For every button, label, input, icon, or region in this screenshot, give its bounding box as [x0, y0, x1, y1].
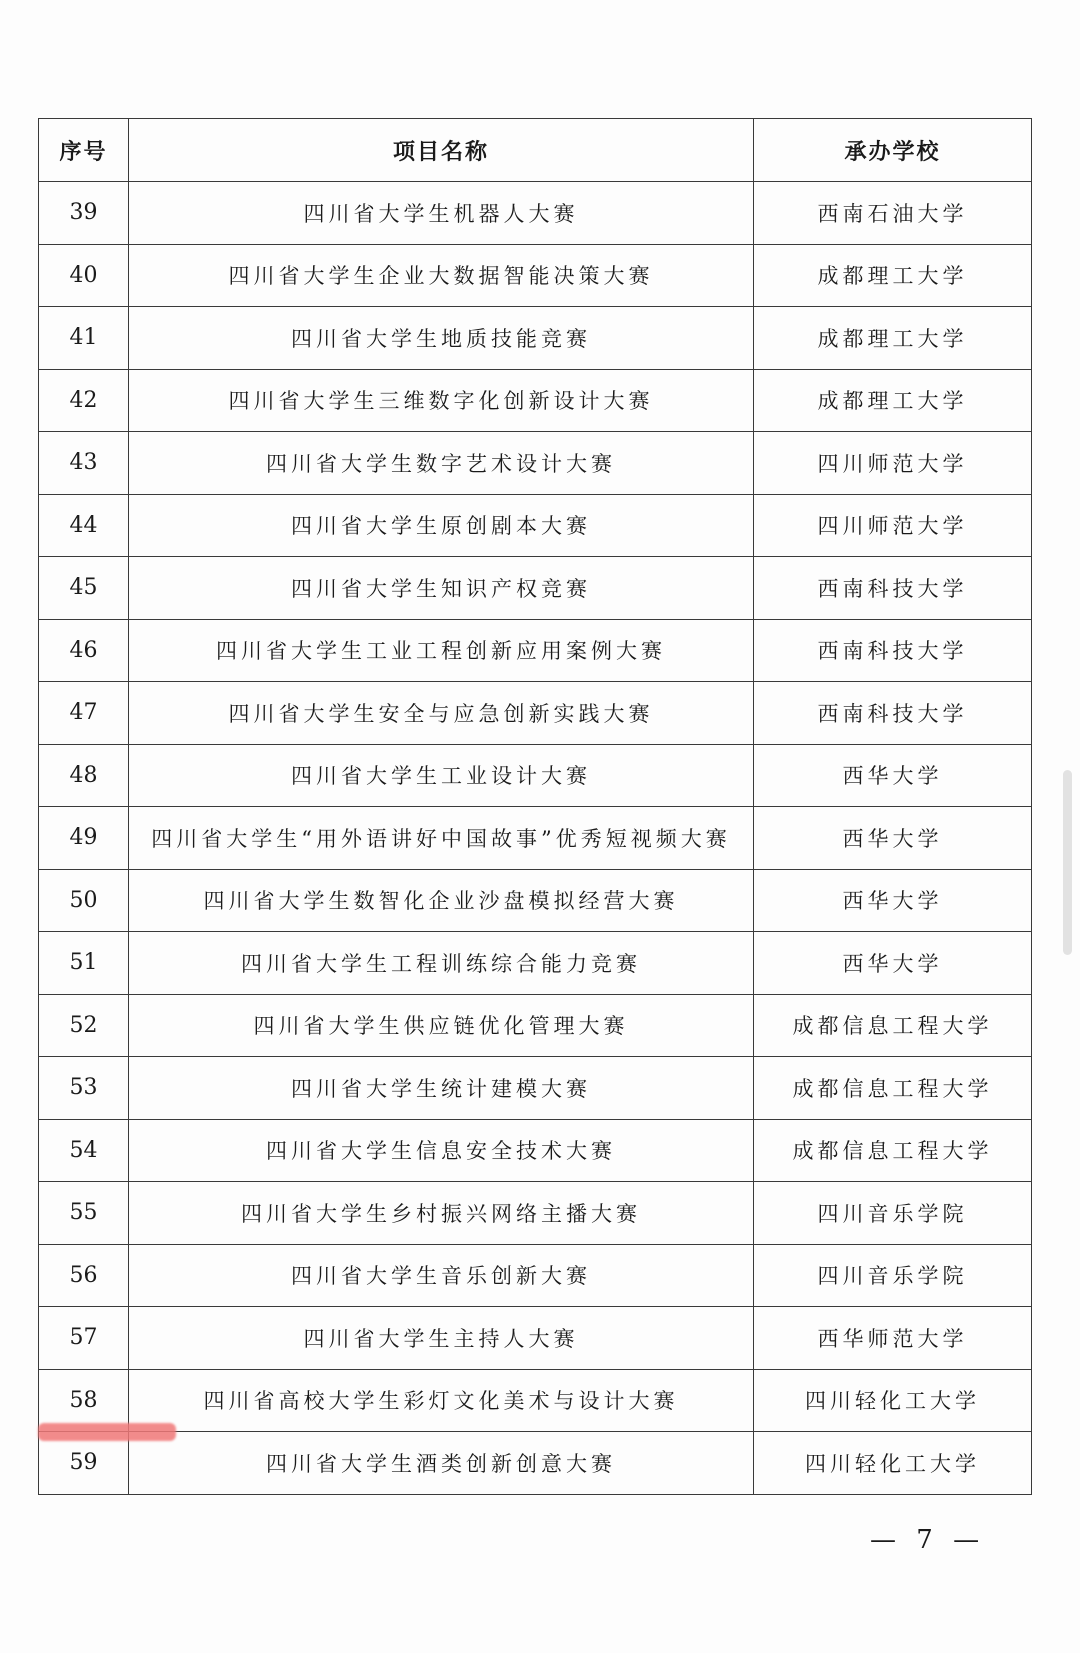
row-number: 47 [39, 682, 129, 745]
project-name: 四川省大学生工业工程创新应用案例大赛 [129, 619, 754, 682]
host-school: 四川师范大学 [754, 494, 1032, 557]
host-school: 成都理工大学 [754, 369, 1032, 432]
row-number: 54 [39, 1119, 129, 1182]
host-school: 西华师范大学 [754, 1307, 1032, 1370]
table-row [39, 932, 1032, 995]
table-row [39, 807, 1032, 870]
row-number: 39 [39, 182, 129, 245]
table-row [39, 1307, 1032, 1370]
table-row [39, 307, 1032, 370]
row-number: 40 [39, 244, 129, 307]
row-number: 42 [39, 369, 129, 432]
competition-table [38, 118, 1032, 1495]
project-name: 四川省大学生知识产权竞赛 [129, 557, 754, 620]
project-name: 四川省大学生酒类创新创意大赛 [129, 1432, 754, 1495]
header-host-school: 承办学校 [754, 119, 1032, 182]
row-number: 49 [39, 807, 129, 870]
host-school: 成都理工大学 [754, 307, 1032, 370]
row-number: 58 [39, 1369, 129, 1432]
host-school: 四川音乐学院 [754, 1244, 1032, 1307]
project-name: 四川省大学生供应链优化管理大赛 [129, 994, 754, 1057]
host-school: 西南石油大学 [754, 182, 1032, 245]
header-number: 序号 [39, 119, 129, 182]
host-school: 西南科技大学 [754, 682, 1032, 745]
project-name: 四川省大学生工程训练综合能力竞赛 [129, 932, 754, 995]
host-school: 成都理工大学 [754, 244, 1032, 307]
table-row [39, 682, 1032, 745]
host-school: 四川轻化工大学 [754, 1432, 1032, 1495]
row-number: 46 [39, 619, 129, 682]
row-number: 59 [39, 1432, 129, 1495]
project-name: 四川省大学生地质技能竞赛 [129, 307, 754, 370]
host-school: 西华大学 [754, 807, 1032, 870]
host-school: 西南科技大学 [754, 557, 1032, 620]
project-name: 四川省大学生原创剧本大赛 [129, 494, 754, 557]
row-number: 52 [39, 994, 129, 1057]
header-project-name: 项目名称 [129, 119, 754, 182]
table-row [39, 869, 1032, 932]
host-school: 西华大学 [754, 869, 1032, 932]
table-row [39, 494, 1032, 557]
table-row [39, 1369, 1032, 1432]
row-number: 43 [39, 432, 129, 495]
table-row [39, 1244, 1032, 1307]
page-number: — 7 — [870, 1525, 986, 1555]
project-name: 四川省高校大学生彩灯文化美术与设计大赛 [129, 1369, 754, 1432]
table-row [39, 1432, 1032, 1495]
table-row [39, 369, 1032, 432]
row-number: 55 [39, 1182, 129, 1245]
table-header-row [39, 119, 1032, 182]
table-row [39, 557, 1032, 620]
row-number: 51 [39, 932, 129, 995]
project-name: 四川省大学生音乐创新大赛 [129, 1244, 754, 1307]
row-number: 48 [39, 744, 129, 807]
project-name: 四川省大学生信息安全技术大赛 [129, 1119, 754, 1182]
row-number: 57 [39, 1307, 129, 1370]
project-name: 四川省大学生乡村振兴网络主播大赛 [129, 1182, 754, 1245]
project-name: 四川省大学生三维数字化创新设计大赛 [129, 369, 754, 432]
project-name: 四川省大学生“用外语讲好中国故事”优秀短视频大赛 [129, 807, 754, 870]
project-name: 四川省大学生工业设计大赛 [129, 744, 754, 807]
project-name: 四川省大学生数智化企业沙盘模拟经营大赛 [129, 869, 754, 932]
host-school: 四川音乐学院 [754, 1182, 1032, 1245]
red-highlight-mark [38, 1423, 176, 1441]
host-school: 成都信息工程大学 [754, 1119, 1032, 1182]
host-school: 四川轻化工大学 [754, 1369, 1032, 1432]
table-row [39, 994, 1032, 1057]
host-school: 成都信息工程大学 [754, 994, 1032, 1057]
project-name: 四川省大学生数字艺术设计大赛 [129, 432, 754, 495]
table-row [39, 619, 1032, 682]
row-number: 50 [39, 869, 129, 932]
table-row [39, 1057, 1032, 1120]
row-number: 56 [39, 1244, 129, 1307]
project-name: 四川省大学生安全与应急创新实践大赛 [129, 682, 754, 745]
table-row [39, 244, 1032, 307]
host-school: 西南科技大学 [754, 619, 1032, 682]
row-number: 41 [39, 307, 129, 370]
table-row [39, 1182, 1032, 1245]
table-row [39, 744, 1032, 807]
host-school: 西华大学 [754, 744, 1032, 807]
table-row [39, 182, 1032, 245]
host-school: 西华大学 [754, 932, 1032, 995]
scrollbar[interactable] [1063, 770, 1072, 955]
project-name: 四川省大学生企业大数据智能决策大赛 [129, 244, 754, 307]
row-number: 53 [39, 1057, 129, 1120]
table-row [39, 1119, 1032, 1182]
project-name: 四川省大学生主持人大赛 [129, 1307, 754, 1370]
host-school: 成都信息工程大学 [754, 1057, 1032, 1120]
host-school: 四川师范大学 [754, 432, 1032, 495]
project-name: 四川省大学生统计建模大赛 [129, 1057, 754, 1120]
table-body [39, 182, 1032, 1495]
row-number: 44 [39, 494, 129, 557]
row-number: 45 [39, 557, 129, 620]
project-name: 四川省大学生机器人大赛 [129, 182, 754, 245]
table-row [39, 432, 1032, 495]
